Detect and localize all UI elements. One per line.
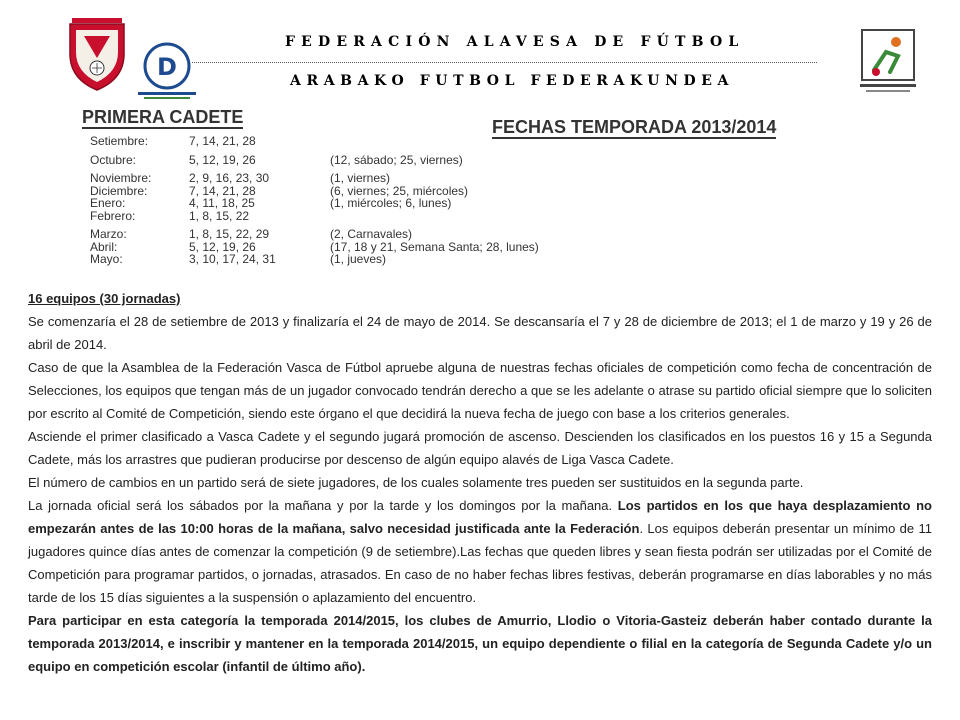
calendar-row-noviembre: [90, 172, 539, 185]
calendar-group: [90, 154, 539, 167]
teams-subtitle: [28, 287, 932, 310]
calendar-group: [90, 172, 539, 222]
calendar-days: 7, 14, 21, 28: [189, 134, 256, 148]
calendar-days: 2, 9, 16, 23, 30: [189, 171, 270, 185]
category-title: PRIMERA CADETE: [82, 107, 244, 127]
calendar-days: 7, 14, 21, 28: [189, 183, 256, 198]
season-dates-title: FECHAS TEMPORADA 2013/2014: [492, 117, 777, 137]
calendar-days: 5, 12, 19, 26: [189, 152, 256, 167]
calendar-month: Noviembre:: [90, 171, 152, 185]
calendar-month: Octubre:: [90, 152, 137, 167]
calendar-note: (1, jueves): [330, 252, 387, 266]
season-calendar: [90, 135, 539, 272]
compromiso-con-la-excelencia-badge-logo: [132, 40, 202, 104]
paragraph-promotion-relegation: Asciende el primer clasificado a Vasca Cadete y el segundo jugará promoción de ascenso. Descienden los clasificados en los puestos 16 y 15 a Segunda Cadete, más los arrastres que pudieran producirse por descenso de algún equipo alavés de Liga Vasca Cadete.: [28, 429, 932, 467]
header-dotted-divider: [192, 62, 817, 63]
federacion-alavesa-crest-logo: [62, 14, 132, 94]
calendar-days: 5, 12, 19, 26: [189, 239, 256, 254]
calendar-month: Abril:: [90, 239, 118, 254]
schedule-text-bold: Los partidos en los que haya desplazamiento no empezarán antes de las 10:00 horas de la mañana, salvo necesidad justificada ante la Federación: [28, 498, 932, 536]
comite-alaves-futbol-sala-logo: [852, 26, 924, 98]
calendar-row-octubre: [90, 154, 539, 167]
calendar-note: (12, sábado; 25, viernes): [330, 152, 463, 167]
calendar-note: (1, viernes): [330, 171, 391, 185]
calendar-row-febrero: [90, 210, 539, 223]
schedule-text-a: La jornada oficial será los sábados por la mañana y por la tarde y los domingos por la mañana.: [28, 498, 618, 513]
regulations-text: [28, 287, 932, 678]
calendar-row-diciembre: [90, 185, 539, 198]
calendar-row-abril: [90, 241, 539, 254]
calendar-note: (17, 18 y 21, Semana Santa; 28, lunes): [330, 239, 539, 254]
calendar-group: [90, 228, 539, 266]
calendar-days: 3, 10, 17, 24, 31: [189, 252, 276, 266]
paragraph-selecciones: Caso de que la Asamblea de la Federación Vasca de Fútbol apruebe alguna de nuestras fechas oficiales de competición como fecha de concentración de Selecciones, los equipos que tengan más de un jugador convocado tendrán derecho a que se les adelante o atrase su partido oficial siempre que lo soliciten por escrito al Comité de Competición, siendo este órgano el que decidirá la nueva fecha de juego con base a los criterios generales.: [28, 360, 932, 421]
calendar-month: Setiembre:: [90, 134, 149, 148]
calendar-days: 4, 11, 18, 25: [189, 196, 255, 210]
calendar-note: (6, viernes; 25, miércoles): [330, 183, 469, 198]
svg-text:D: D: [157, 53, 177, 81]
paragraph-substitutions: El número de cambios en un partido será de siete jugadores, de los cuales solamente tres pueden ser sustituidos en la segunda parte.: [28, 475, 804, 490]
calendar-month: Mayo:: [90, 252, 123, 266]
calendar-row-marzo: [90, 228, 539, 241]
header-title-basque: ARABAKO FUTBOL FEDERAKUNDEA: [290, 73, 734, 89]
teams-subtitle-text: 16 equipos (30 jornadas): [28, 291, 181, 306]
paragraph-season-dates: Se comenzaría el 28 de setiembre de 2013 y finalizaría el 24 de mayo de 2014. Se descansaría el 7 y 28 de diciembre de 2013; el 1 de marzo y 19 y 26 de abril de 2014.: [28, 314, 932, 352]
calendar-days: 1, 8, 15, 22, 29: [189, 227, 270, 241]
calendar-month: Enero:: [90, 196, 126, 210]
calendar-row-setiembre: [90, 135, 539, 148]
paragraph-match-schedule: [28, 494, 932, 609]
calendar-row-mayo: [90, 253, 539, 266]
header-title-spanish: FEDERACIÓN ALAVESA DE FÚTBOL: [285, 34, 745, 50]
calendar-month: Diciembre:: [90, 183, 148, 198]
calendar-month: Febrero:: [90, 208, 136, 223]
calendar-note: (2, Carnavales): [330, 227, 413, 241]
schedule-text-c: . Los equipos deberán presentar un mínimo de 11 jugadores quince días antes de comenzar la competición (9 de setiembre).Las fechas que queden libres y sean fiesta podrán ser utilizadas por el Comité de Competición para programar partidos, o jornadas, atrasados. En caso de no haber fechas libres festivas, deberán programarse en días laborables y no más tarde de los 15 días siguientes a la suspensión o aplazamiento del encuentro.: [28, 521, 932, 605]
calendar-month: Marzo:: [90, 227, 127, 241]
calendar-days: 1, 8, 15, 22: [189, 208, 250, 223]
calendar-note: (1, miércoles; 6, lunes): [330, 196, 452, 210]
calendar-group: [90, 135, 539, 148]
paragraph-participation-requirement: Para participar en esta categoría la temporada 2014/2015, los clubes de Amurrio, Llodio o Vitoria-Gasteiz deberán haber contado durante la temporada 2013/2014, e inscribir y mantener en la temporada 2014/2015, un equipo dependiente o filial en la categoría de Segunda Cadete y/o un equipo en competición escolar (infantil de último año).: [28, 613, 932, 674]
calendar-row-enero: [90, 197, 539, 210]
